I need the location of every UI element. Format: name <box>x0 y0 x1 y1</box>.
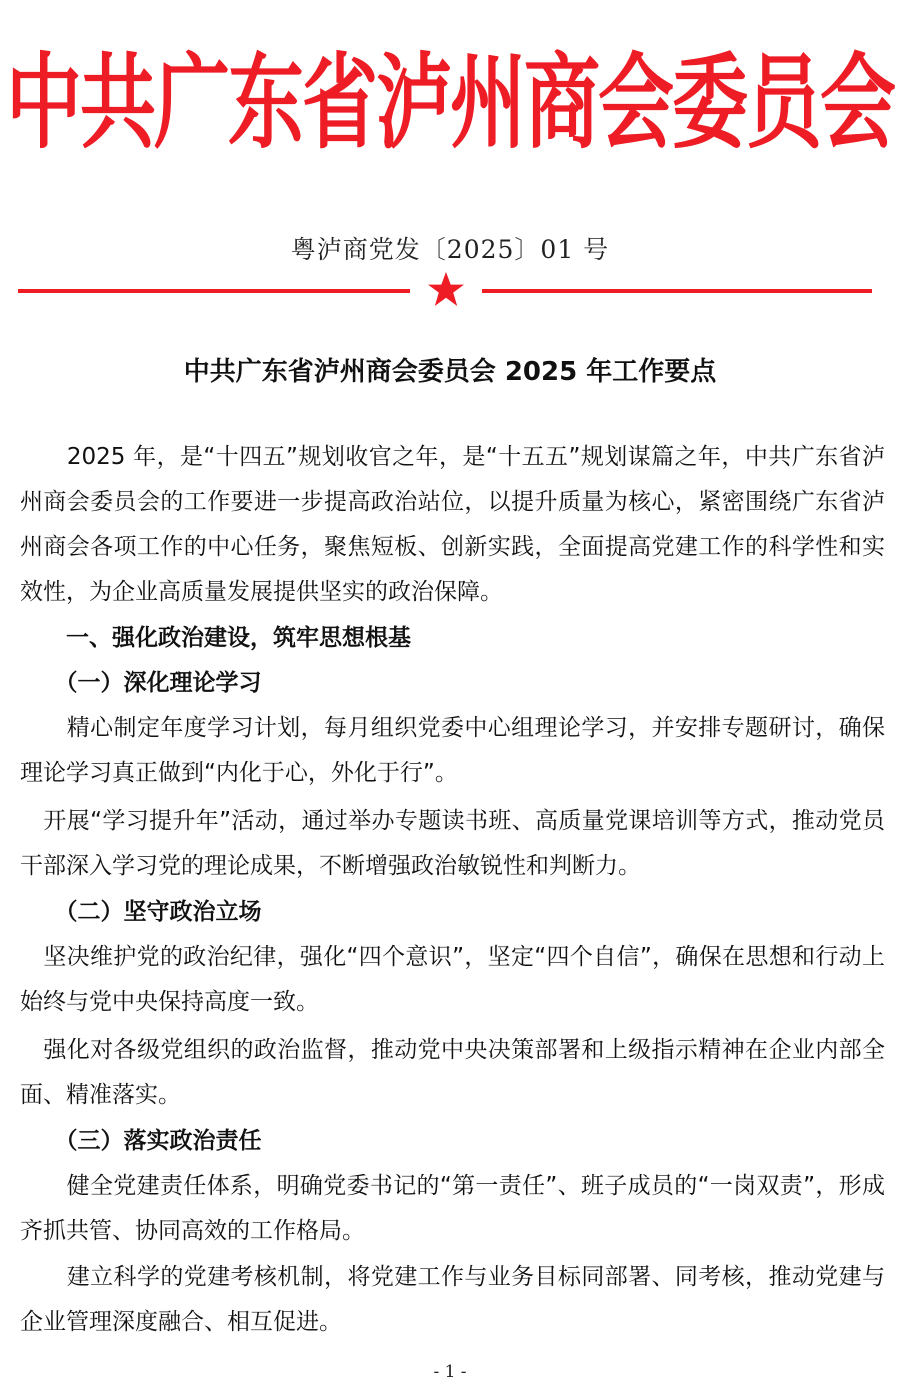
paragraph-1-1: 精心制定年度学习计划，每月组织党委中心组理论学习，并安排专题研讨，确保理论学习真正做到“内化于心，外化于行”。 <box>20 715 885 786</box>
red-rule-left <box>18 289 410 293</box>
document-title: 中共广东省泸州商会委员会 2025 年工作要点 <box>183 357 717 387</box>
subsection-heading-3: （三）落实政治责任 <box>20 1128 262 1154</box>
star-icon <box>426 270 466 310</box>
star-shape <box>428 272 464 306</box>
paragraph-2-2: 强化对各级党组织的政治监督，推动党中央决策部署和上级指示精神在企业内部全面、精准落实。 <box>20 1037 885 1108</box>
masthead-title: 中共广东省泸州商会委员会 <box>6 42 894 163</box>
page-number: - 1 - <box>433 1362 467 1382</box>
paragraph-1-2: 开展“学习提升年”活动，通过举办专题读书班、高质量党课培训等方式，推动党员干部深入学习党的理论成果，不断增强政治敏锐性和判断力。 <box>20 808 885 879</box>
paragraph-3-1: 健全党建责任体系，明确党委书记的“第一责任”、班子成员的“一岗双责”，形成齐抓共管、协同高效的工作格局。 <box>20 1173 885 1244</box>
subsection-heading-2: （二）坚守政治立场 <box>20 899 262 925</box>
document-number: 粤泸商党发〔2025〕01 号 <box>290 235 610 264</box>
paragraph-3-2: 建立科学的党建考核机制，将党建工作与业务目标同部署、同考核，推动党建与企业管理深度融合、相互促进。 <box>20 1264 885 1335</box>
paragraph-2-1: 坚决维护党的政治纪律，强化“四个意识”，坚定“四个自信”，确保在思想和行动上始终与党中央保持高度一致。 <box>20 944 885 1015</box>
intro-paragraph: 2025 年，是“十四五”规划收官之年，是“十五五”规划谋篇之年，中共广东省泸州商会委员会的工作要进一步提高政治站位，以提升质量为核心，紧密围绕广东省泸州商会各项工作的中心任务，聚焦短板、创新实践，全面提高党建工作的科学性和实效性，为企业高质量发展提供坚实的政治保障。 <box>20 444 885 605</box>
subsection-heading-1: （一）深化理论学习 <box>20 670 262 696</box>
red-rule-right <box>482 289 872 293</box>
section-heading-1: 一、强化政治建设，筑牢思想根基 <box>20 625 411 651</box>
